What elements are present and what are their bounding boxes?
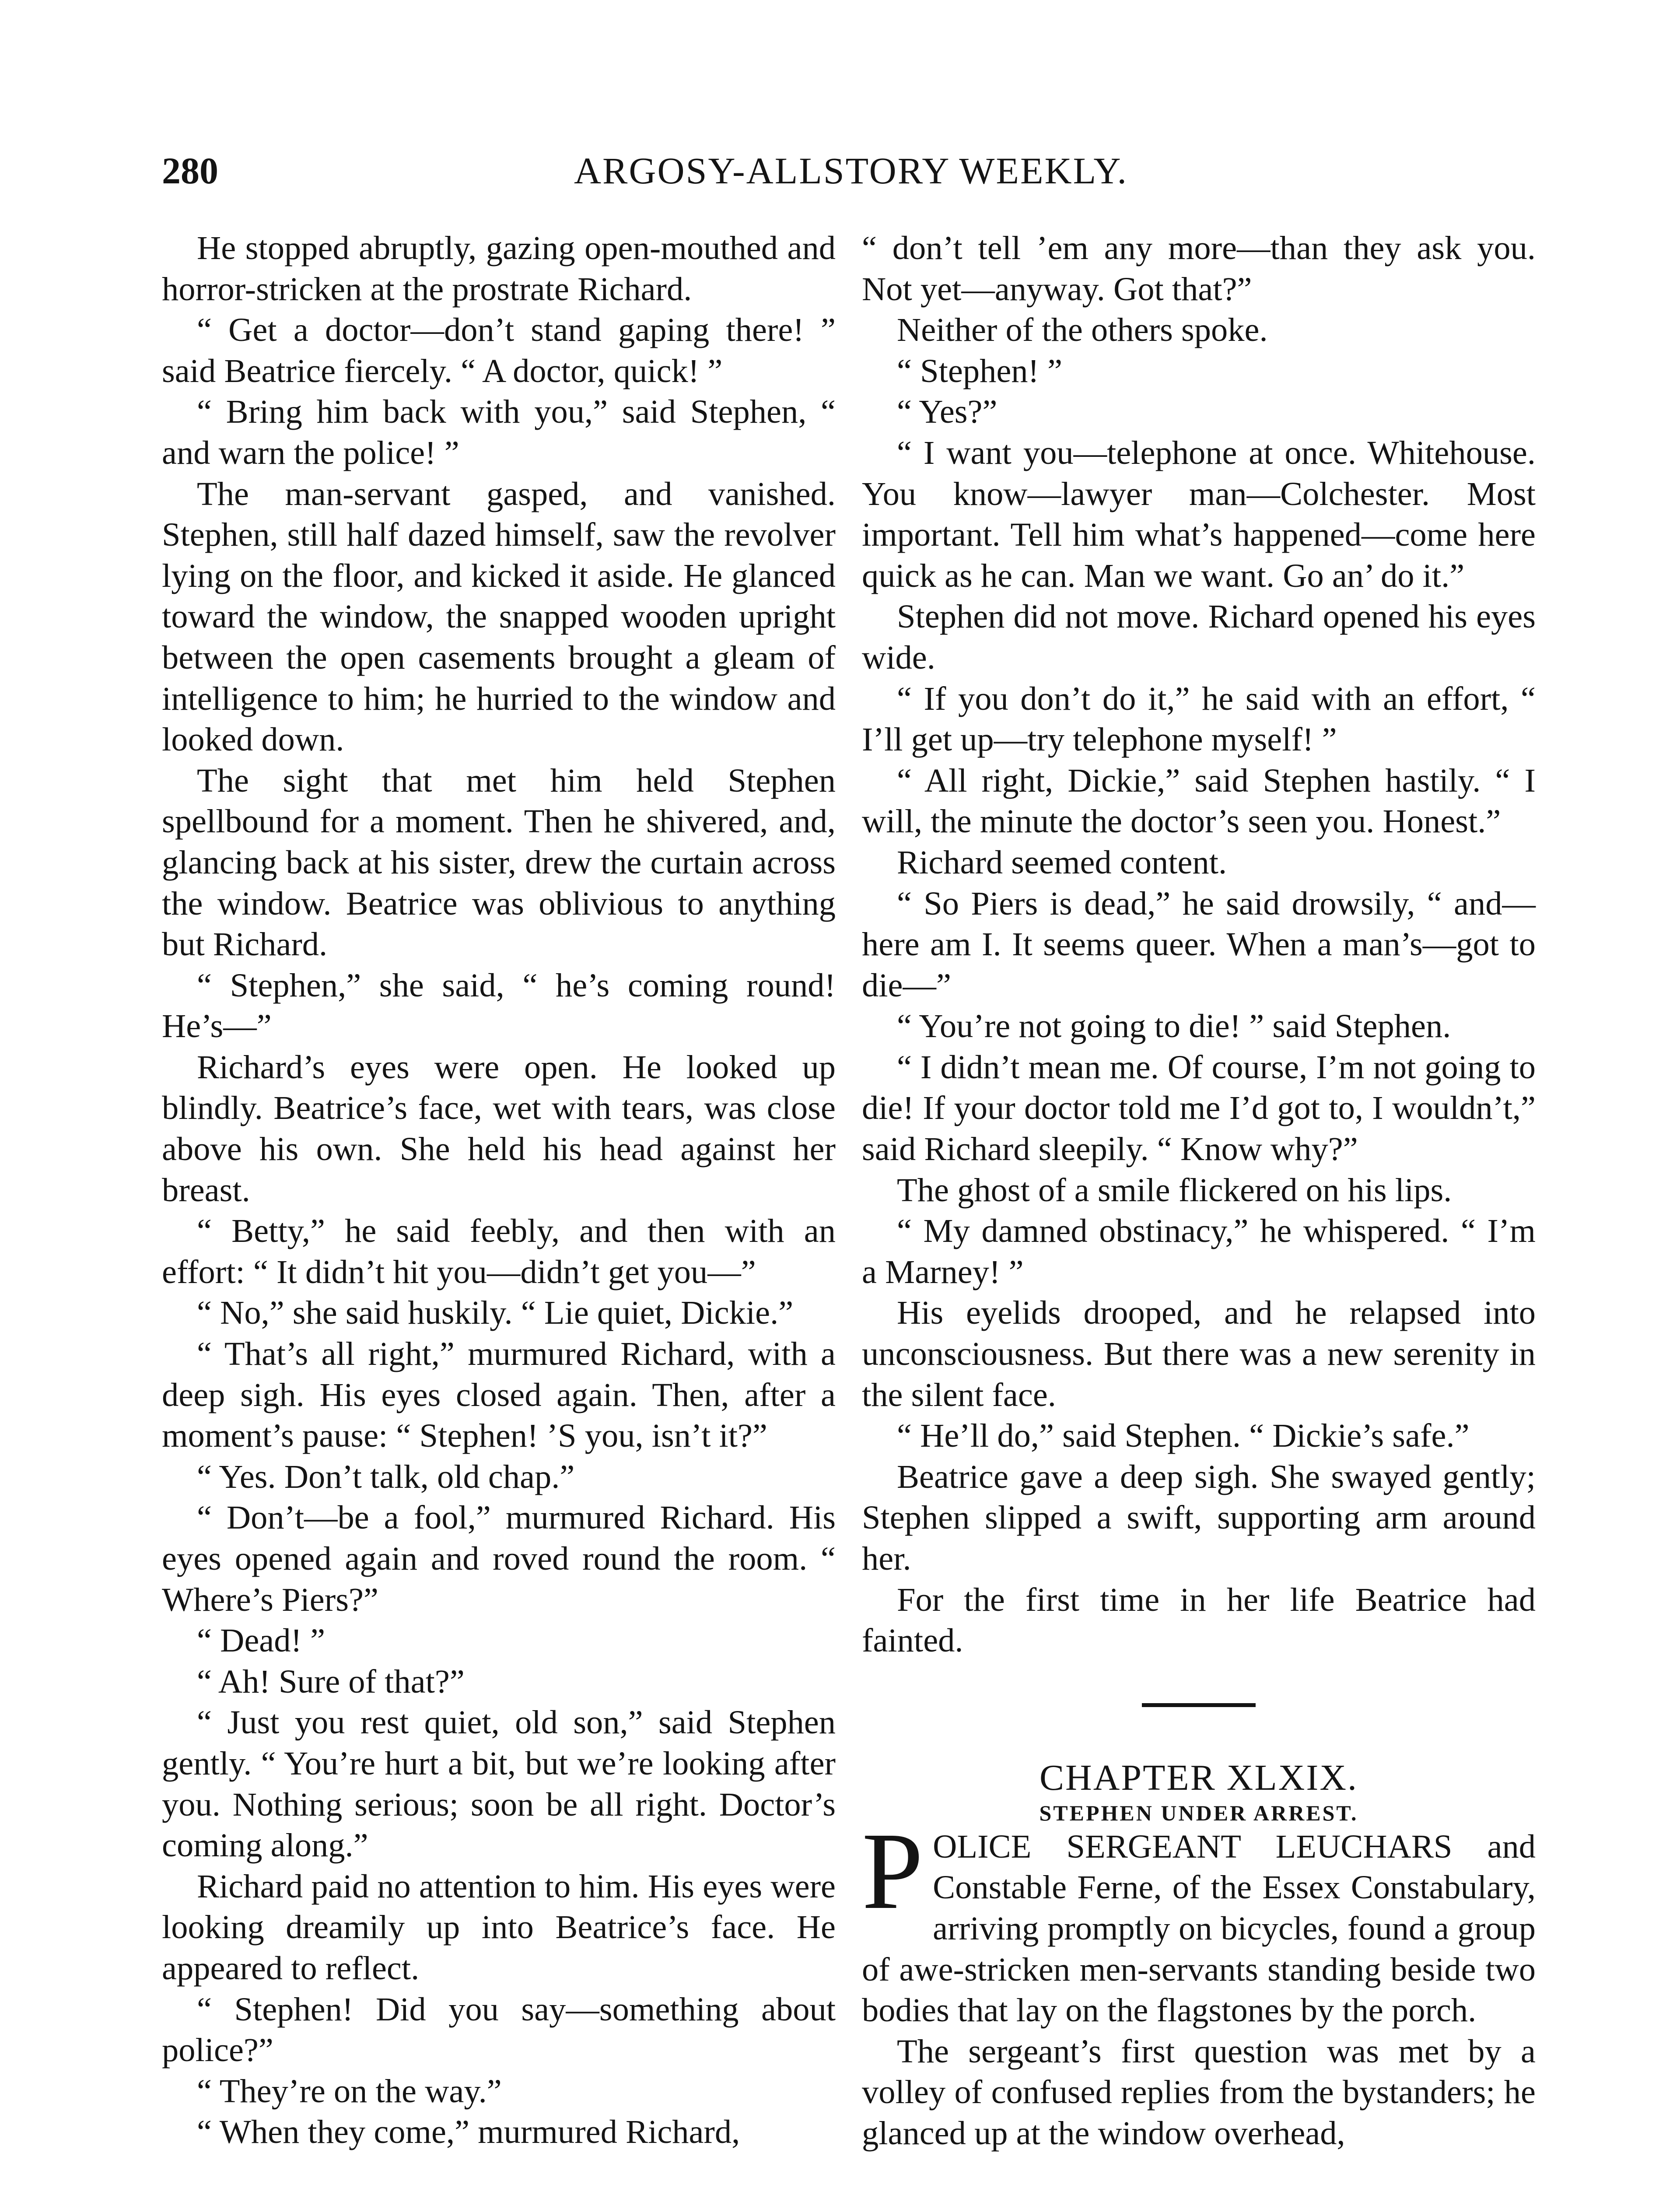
paragraph: “ Dead! ”	[197, 1622, 326, 1659]
opening-paragraph-text: Constable Ferne, of the Essex Constabulary, arriving promptly on bicycles, found a group of awe-stricken men-servants standing beside two bodies that lay on the flagstones by the porch.	[862, 1869, 1536, 2029]
section-divider	[1142, 1703, 1256, 1707]
paragraph: “ Stephen! Did you say—something about police?”	[162, 1990, 836, 2069]
paragraph: “ I didn’t mean me. Of course, I’m not going to die! If your doctor told me I’d got to, I wouldn’t,” said Richard sleepily. “ Know why?”	[862, 1048, 1536, 1168]
paragraph: “ Get a doctor—don’t stand gaping there! ” said Beatrice fiercely. “ A doctor, quick! ”	[162, 311, 836, 389]
paragraph: “ That’s all right,” murmured Richard, with a deep sigh. His eyes closed again. Then, after a moment’s pause: “ Stephen! ’S you, isn’t it?”	[162, 1335, 836, 1455]
right-column	[862, 228, 1536, 2154]
paragraph: “ Betty,” he said feebly, and then with an effort: “ It didn’t hit you—didn’t get you—”	[162, 1212, 836, 1290]
paragraph: “ Ah! Sure of that?”	[197, 1662, 465, 1700]
drop-cap: P	[862, 1809, 924, 1932]
paragraph: “ No,” she said huskily. “ Lie quiet, Dickie.”	[197, 1294, 794, 1332]
paragraph: The sergeant’s first question was met by a volley of confused replies from the bystanders; he glanced up at the window overhead,	[862, 2032, 1536, 2152]
paragraph: Richard paid no attention to him. His eyes were looking dreamily up into Beatrice’s face. He appeared to reflect.	[162, 1867, 836, 1987]
running-title: ARGOSY-ALLSTORY WEEKLY.	[574, 150, 1128, 192]
paragraph: “ You’re not going to die! ” said Stephen.	[897, 1007, 1451, 1045]
paragraph: “ Stephen! ”	[897, 352, 1063, 389]
paragraph: “ When they come,” murmured Richard,	[197, 2113, 740, 2151]
paragraph: For the first time in her life Beatrice had fainted.	[862, 1581, 1536, 1659]
paragraph: Richard’s eyes were open. He looked up blindly. Beatrice’s face, wet with tears, was close above his own. She held his head against her breast.	[162, 1048, 836, 1209]
paragraph: He stopped abruptly, gazing open-mouthed and horror-stricken at the prostrate Richard.	[162, 229, 836, 308]
paragraph: “ So Piers is dead,” he said drowsily, “ and—here am I. It seems queer. When a man’s—got to die—”	[862, 884, 1536, 1004]
left-column	[162, 228, 836, 2153]
paragraph: “ All right, Dickie,” said Stephen hastily. “ I will, the minute the doctor’s seen you. Honest.”	[862, 761, 1536, 840]
paragraph: Stephen did not move. Richard opened his eyes wide.	[862, 598, 1536, 676]
paragraph: “ Don’t—be a fool,” murmured Richard. His eyes opened again and roved round the room. “ Where’s Piers?”	[162, 1499, 836, 1618]
paragraph: “ He’ll do,” said Stephen. “ Dickie’s safe.”	[897, 1417, 1470, 1455]
lead-in-text: OLICE SERGEANT LEUCHARS and	[933, 1827, 1536, 1865]
paragraph: “ Yes. Don’t talk, old chap.”	[197, 1458, 575, 1495]
paragraph: The sight that met him held Stephen spellbound for a moment. Then he shivered, and, glancing back at his sister, drew the curtain across the window. Beatrice was oblivious to anything but Richard.	[162, 761, 836, 963]
paragraph: “ don’t tell ’em any more—than they ask you. Not yet—anyway. Got that?”	[862, 229, 1536, 308]
paragraph: “ Yes?”	[897, 393, 998, 431]
page-header	[162, 144, 1540, 197]
paragraph: “ Bring him back with you,” said Stephen, “ and warn the police! ”	[162, 393, 836, 471]
paragraph: The ghost of a smile flickered on his lips.	[897, 1171, 1452, 1209]
paragraph: “ My damned obstinacy,” he whispered. “ I’m a Marney! ”	[862, 1212, 1536, 1290]
paragraph: “ Stephen,” she said, “ he’s coming round! He’s—”	[162, 966, 836, 1045]
paragraph: Richard seemed content.	[897, 843, 1227, 881]
paragraph: The man-servant gasped, and vanished. Stephen, still half dazed himself, saw the revolver lying on the floor, and kicked it aside. He glanced toward the window, the snapped wooden upright between the open casements brought a gleam of intelligence to him; he hurried to the window and looked down.	[162, 475, 836, 758]
paragraph: “ Just you rest quiet, old son,” said Stephen gently. “ You’re hurt a bit, but we’re looking after you. Nothing serious; soon be all right. Doctor’s coming along.”	[162, 1704, 836, 1864]
page-number: 280	[162, 150, 218, 192]
chapter-subtitle: STEPHEN UNDER ARREST.	[1039, 1800, 1358, 1825]
chapter-title: CHAPTER XLXIX.	[1040, 1757, 1358, 1798]
paragraph: “ If you don’t do it,” he said with an effort, “ I’ll get up—try telephone myself! ”	[862, 680, 1536, 758]
paragraph: His eyelids drooped, and he relapsed into unconsciousness. But there was a new serenity in the silent face.	[862, 1294, 1536, 1413]
paragraph: “ I want you—telephone at once. Whitehouse. You know—lawyer man—Colchester. Most important. Tell him what’s happened—come here quick as he can. Man we want. Go an’ do it.”	[862, 434, 1536, 594]
paragraph: Beatrice gave a deep sigh. She swayed gently; Stephen slipped a swift, supporting arm around her.	[862, 1458, 1536, 1577]
paragraph: Neither of the others spoke.	[897, 311, 1268, 349]
paragraph: “ They’re on the way.”	[197, 2072, 502, 2110]
